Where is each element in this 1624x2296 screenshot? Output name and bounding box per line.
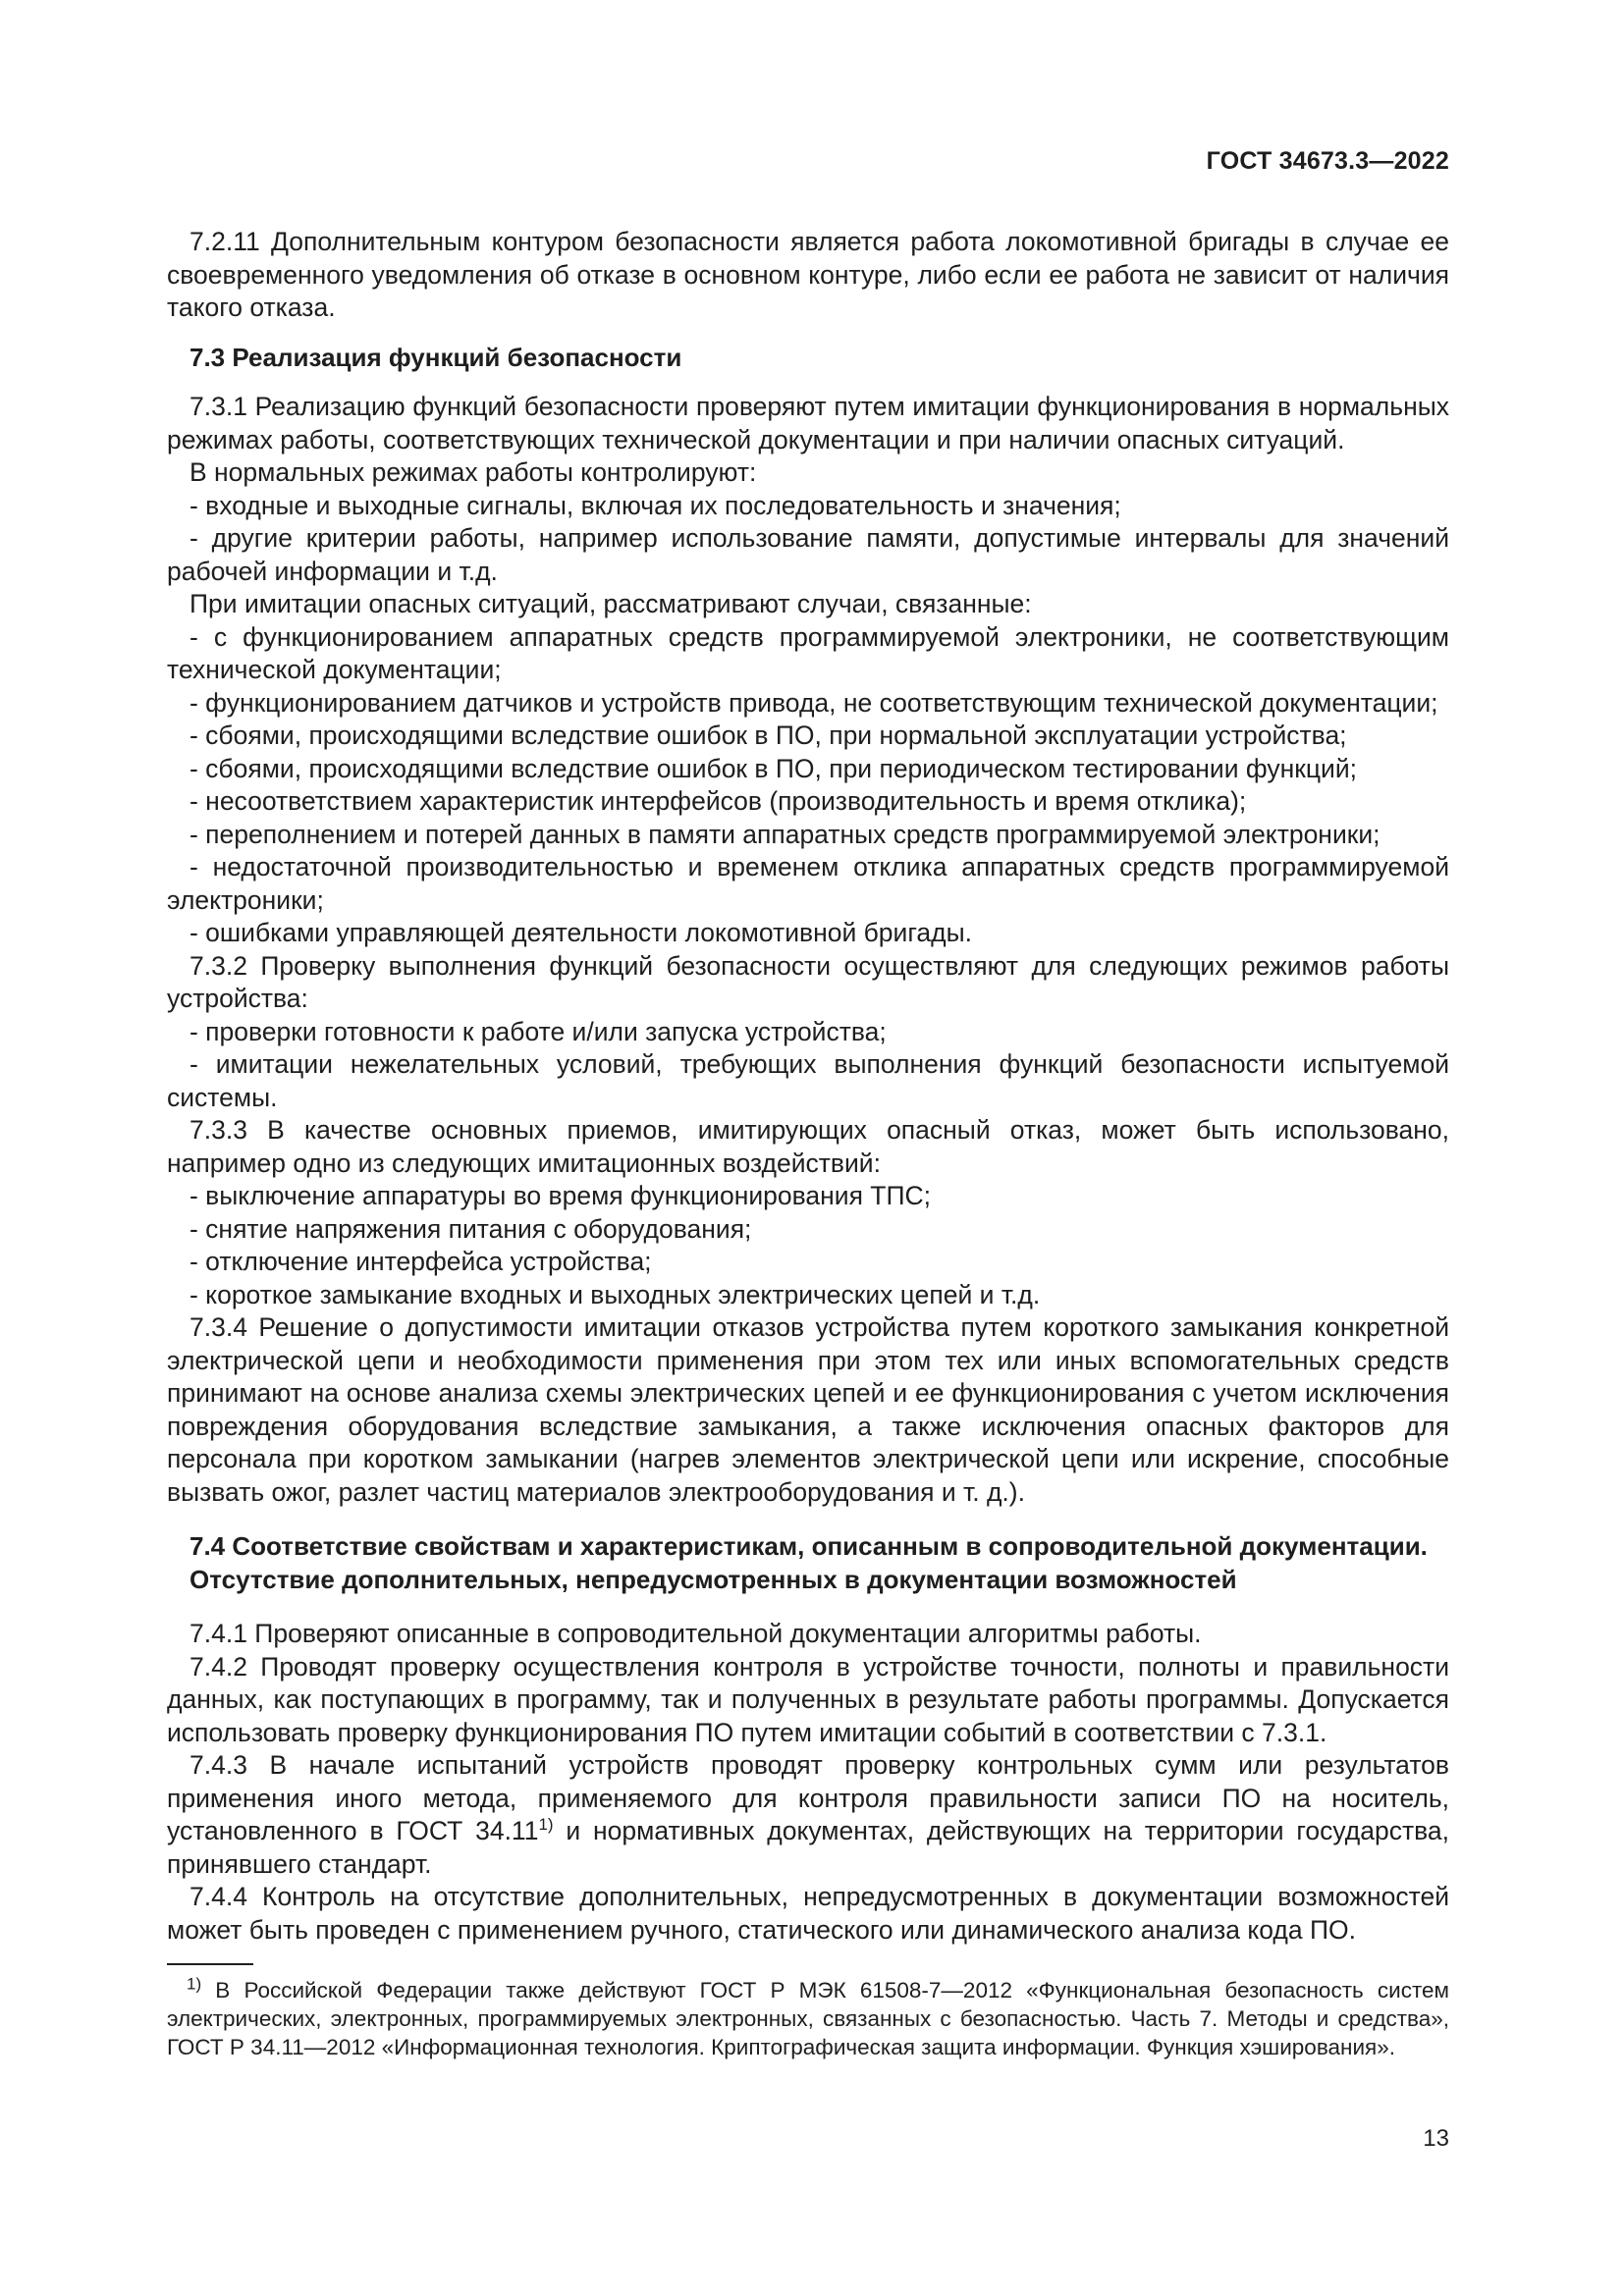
footnote-reference: 1) [538,1815,554,1835]
paragraph-7-4-4: 7.4.4 Контроль на отсутствие дополнительных, непредусмотренных в документации возможностей может быть проведен с применением ручного, статического или динамического анализа кода ПО. [167,1882,1449,1945]
list-item-mode: - имитации нежелательных условий, требующих выполнения функций безопасности испытуемой системы. [167,1049,1449,1112]
list-item-simulation: - короткое замыкание входных и выходных электрических цепей и т.д. [189,1279,1041,1309]
footnote-marker: 1) [187,1974,202,1994]
footnote [167,1976,1449,2061]
page-body [167,226,1449,1947]
list-item-hazard: - ошибками управляющей деятельности локомотивной бригады. [189,918,973,947]
paragraph-7-4-3-text: 7.4.3 В начале испытаний устройств проводят проверку контрольных сумм или результатов применения иного метода, применяемого для контроля правильности записи ПО на носитель, установленного в ГОСТ 34.11 [167,1750,1449,1845]
document-code-header: ГОСТ 34673.3—2022 [1206,147,1449,175]
paragraph-7-3-1: 7.3.1 Реализацию функций безопасности проверяют путем имитации функционирования в нормальных режимах работы, соответствующих технической документации и при наличии опасных ситуаций. [167,392,1449,454]
list-item-hazard: - несоответствием характеристик интерфейсов (производительность и время отклика); [189,786,1247,816]
list-item-hazard: - переполнением и потерей данных в памяти аппаратных средств программируемой электроники; [189,819,1380,849]
list-item-simulation: - выключение аппаратуры во время функционирования ТПС; [189,1181,932,1210]
footnote-divider [167,1963,253,1965]
paragraph-7-4-3-continuation: и нормативных документах, действующих на территории государства, принявшего стандарт. [167,1816,1449,1879]
paragraph-7-3-3: 7.3.3 В качестве основных приемов, имитирующих опасный отказ, может быть использовано, например одно из следующих имитационных воздействий: [167,1115,1449,1178]
list-item-hazard: - сбоями, происходящими вследствие ошибок в ПО, при нормальной эксплуатации устройства; [189,721,1347,750]
paragraph-hazard-intro: При имитации опасных ситуаций, рассматривают случаи, связанные: [189,589,1032,618]
list-item-inputs-outputs: - входные и выходные сигналы, включая их последовательность и значения; [189,490,1121,520]
paragraph-7-3-4: 7.3.4 Решение о допустимости имитации отказов устройства путем короткого замыкания конкретной электрической цепи и необходимости применения при этом тех или иных вспомогательных средств принимают на основе анализа схемы электрических цепей и ее функционирования с учетом исключения повреждения оборудования вследствие замыкания, а также исключения опасных факторов для персонала при коротком замыкании (нагрев элементов электрической цепи или искрение, способные вызвать ожог, разлет частиц материалов электрооборудования и т. д.). [167,1312,1449,1507]
list-item-mode: - проверки готовности к работе и/или запуска устройства; [189,1016,887,1046]
page-number: 13 [1423,2125,1449,2152]
paragraph-7-4-2: 7.4.2 Проводят проверку осуществления контроля в устройстве точности, полноты и правильности данных, как поступающих в программу, так и полученных в результате работы программы. Допускается использовать проверку функционирования ПО путем имитации событий в соответствии с 7.3.1. [167,1651,1449,1747]
section-heading-7-3: 7.3 Реализация функций безопасности [189,342,682,372]
list-item-hazard: - сбоями, происходящими вследствие ошибок в ПО, при периодическом тестировании функций; [189,753,1358,783]
paragraph-7-2-11: 7.2.11 Дополнительным контуром безопасности является работа локомотивной бригады в случае ее своевременного уведомления об отказе в основном контуре, либо если ее работа не зависит от наличия такого отказа. [167,227,1449,322]
list-item-simulation: - отключение интерфейса устройства; [189,1247,652,1276]
section-heading-7-4: 7.4 Соответствие свойствам и характеристикам, описанным в сопроводительной документации. Отсутствие дополнительных, непредусмотренных в документации возможностей [189,1531,1428,1594]
list-item-hazard: - недостаточной производительностью и временем отклика аппаратных средств программируемой электроники; [167,852,1449,915]
list-item-other-criteria: - другие критерии работы, например использование памяти, допустимые интервалы для значений рабочей информации и т.д. [167,523,1449,586]
paragraph-7-3-2: 7.3.2 Проверку выполнения функций безопасности осуществляют для следующих режимов работы устройства: [167,950,1449,1013]
footnote-text: В Российской Федерации также действуют ГОСТ Р МЭК 61508-7—2012 «Функциональная безопасность систем электрических, электронных, программируемых электронных, связанных с безопасностью. Часть 7. Методы и средства», ГОСТ Р 34.11—2012 «Информационная технология. Криптографическая защита информации. Функция хэширования». [167,1978,1449,2059]
paragraph-normal-modes: В нормальных режимах работы контролируют: [189,457,757,487]
list-item-hazard: - с функционированием аппаратных средств программируемой электроники, не соответствующим технической документации; [167,621,1449,684]
paragraph-7-4-3 [167,1749,1449,1881]
paragraph-7-4-1: 7.4.1 Проверяют описанные в сопроводительной документации алгоритмы работы. [189,1619,1202,1648]
list-item-simulation: - снятие напряжения питания с оборудования; [189,1213,752,1244]
list-item-hazard: - функционированием датчиков и устройств привода, не соответствующим технической документации; [189,687,1438,718]
